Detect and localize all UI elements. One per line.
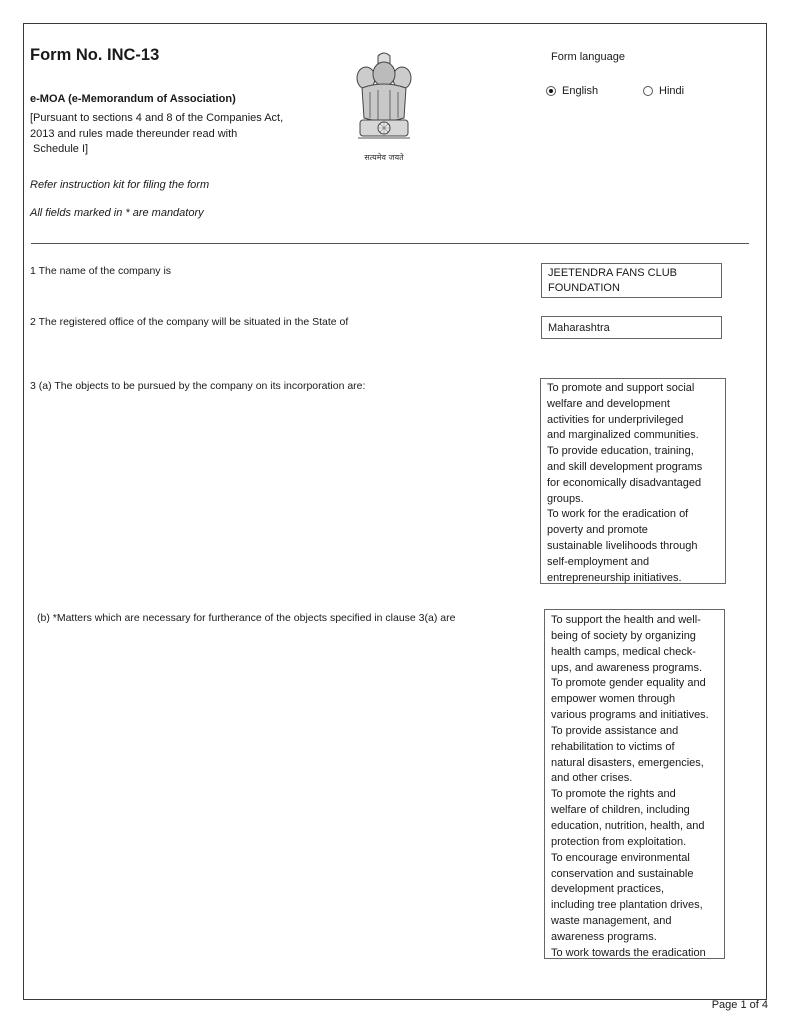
field-line: ups, and awareness programs. <box>551 661 703 674</box>
field-line: rehabilitation to victims of <box>551 740 675 753</box>
matters-field[interactable] <box>544 609 725 959</box>
field-line: To promote the rights and <box>551 788 676 801</box>
field-line: To support the health and well- <box>551 614 701 626</box>
language-radio-english[interactable] <box>546 85 598 97</box>
field-line: being of society by organizing <box>551 629 696 642</box>
form-language-label: Form language <box>551 51 625 63</box>
field-line: To work towards the eradication <box>551 946 706 959</box>
field-line: To promote and support social <box>547 382 695 394</box>
field-line: groups. <box>547 492 584 505</box>
form-number-title: Form No. INC-13 <box>30 46 160 64</box>
instruction-kit-note: Refer instruction kit for filing the form <box>30 179 210 191</box>
field-line: empower women through <box>551 693 676 706</box>
field-line: awareness programs. <box>551 930 657 943</box>
field-line: sustainable livelihoods through <box>547 539 698 552</box>
field-line: To promote gender equality and <box>551 677 706 690</box>
field-line: natural disasters, emergencies, <box>551 756 704 769</box>
radio-checked-icon[interactable] <box>546 86 556 96</box>
mandatory-fields-note: All fields marked in * are mandatory <box>30 207 204 219</box>
field-line: and marginalized communities. <box>547 429 699 442</box>
field-line: self-employment and <box>547 555 650 568</box>
field-line: health camps, medical check- <box>551 645 696 658</box>
field-line: To encourage environmental <box>551 851 690 864</box>
registered-state-field[interactable] <box>541 316 722 339</box>
form-subtitle: e-MOA (e-Memorandum of Association) <box>30 93 236 105</box>
field-line: education, nutrition, health, and <box>551 819 705 832</box>
field-line: various programs and initiatives. <box>551 709 709 722</box>
field-line: To provide education, training, <box>547 445 694 458</box>
field-line: activities for underprivileged <box>547 413 684 426</box>
radio-unchecked-icon[interactable] <box>643 86 653 96</box>
objects-field[interactable] <box>540 378 726 584</box>
field-line: waste management, and <box>551 915 672 928</box>
national-emblem-icon <box>352 48 416 166</box>
company-name-label: 1 The name of the company is <box>30 265 172 277</box>
company-name-field[interactable] <box>541 263 722 298</box>
field-line: To work for the eradication of <box>547 508 689 521</box>
header-divider <box>31 243 749 244</box>
field-line: entrepreneurship initiatives. <box>547 571 682 584</box>
pursuant-note <box>30 111 320 158</box>
field-line: and other crises. <box>551 772 633 785</box>
field-line: JEETENDRA FANS CLUB <box>548 267 677 279</box>
field-line: development practices, <box>551 883 665 896</box>
field-line: and skill development programs <box>547 460 703 473</box>
emblem-motto: सत्यमेव जयते <box>364 153 404 162</box>
field-value: Maharashtra <box>548 322 610 334</box>
field-line: welfare of children, including <box>551 804 690 817</box>
field-line: for economically disadvantaged <box>547 476 702 489</box>
objects-label: 3 (a) The objects to be pursued by the company on its incorporation are: <box>30 380 366 392</box>
pursuant-line: Schedule I] <box>30 143 89 155</box>
radio-label-english: English <box>562 85 599 97</box>
field-line: welfare and development <box>547 397 670 410</box>
pursuant-line: 2013 and rules made thereunder read with <box>30 127 238 140</box>
field-line: FOUNDATION <box>548 282 620 294</box>
field-line: protection from exploitation. <box>551 835 687 848</box>
registered-state-label: 2 The registered office of the company will be situated in the State of <box>30 316 349 328</box>
field-line: conservation and sustainable <box>551 867 694 880</box>
page-number: Page 1 of 4 <box>711 999 768 1011</box>
matters-label: (b) *Matters which are necessary for furtherance of the objects specified in clause 3(a) are <box>37 612 456 624</box>
language-radio-hindi[interactable] <box>643 85 684 97</box>
field-line: To provide assistance and <box>551 724 679 737</box>
field-line: poverty and promote <box>547 524 648 537</box>
field-line: including tree plantation drives, <box>551 899 703 912</box>
radio-label-hindi: Hindi <box>659 85 685 97</box>
pursuant-line: [Pursuant to sections 4 and 8 of the Companies Act, <box>30 112 284 124</box>
